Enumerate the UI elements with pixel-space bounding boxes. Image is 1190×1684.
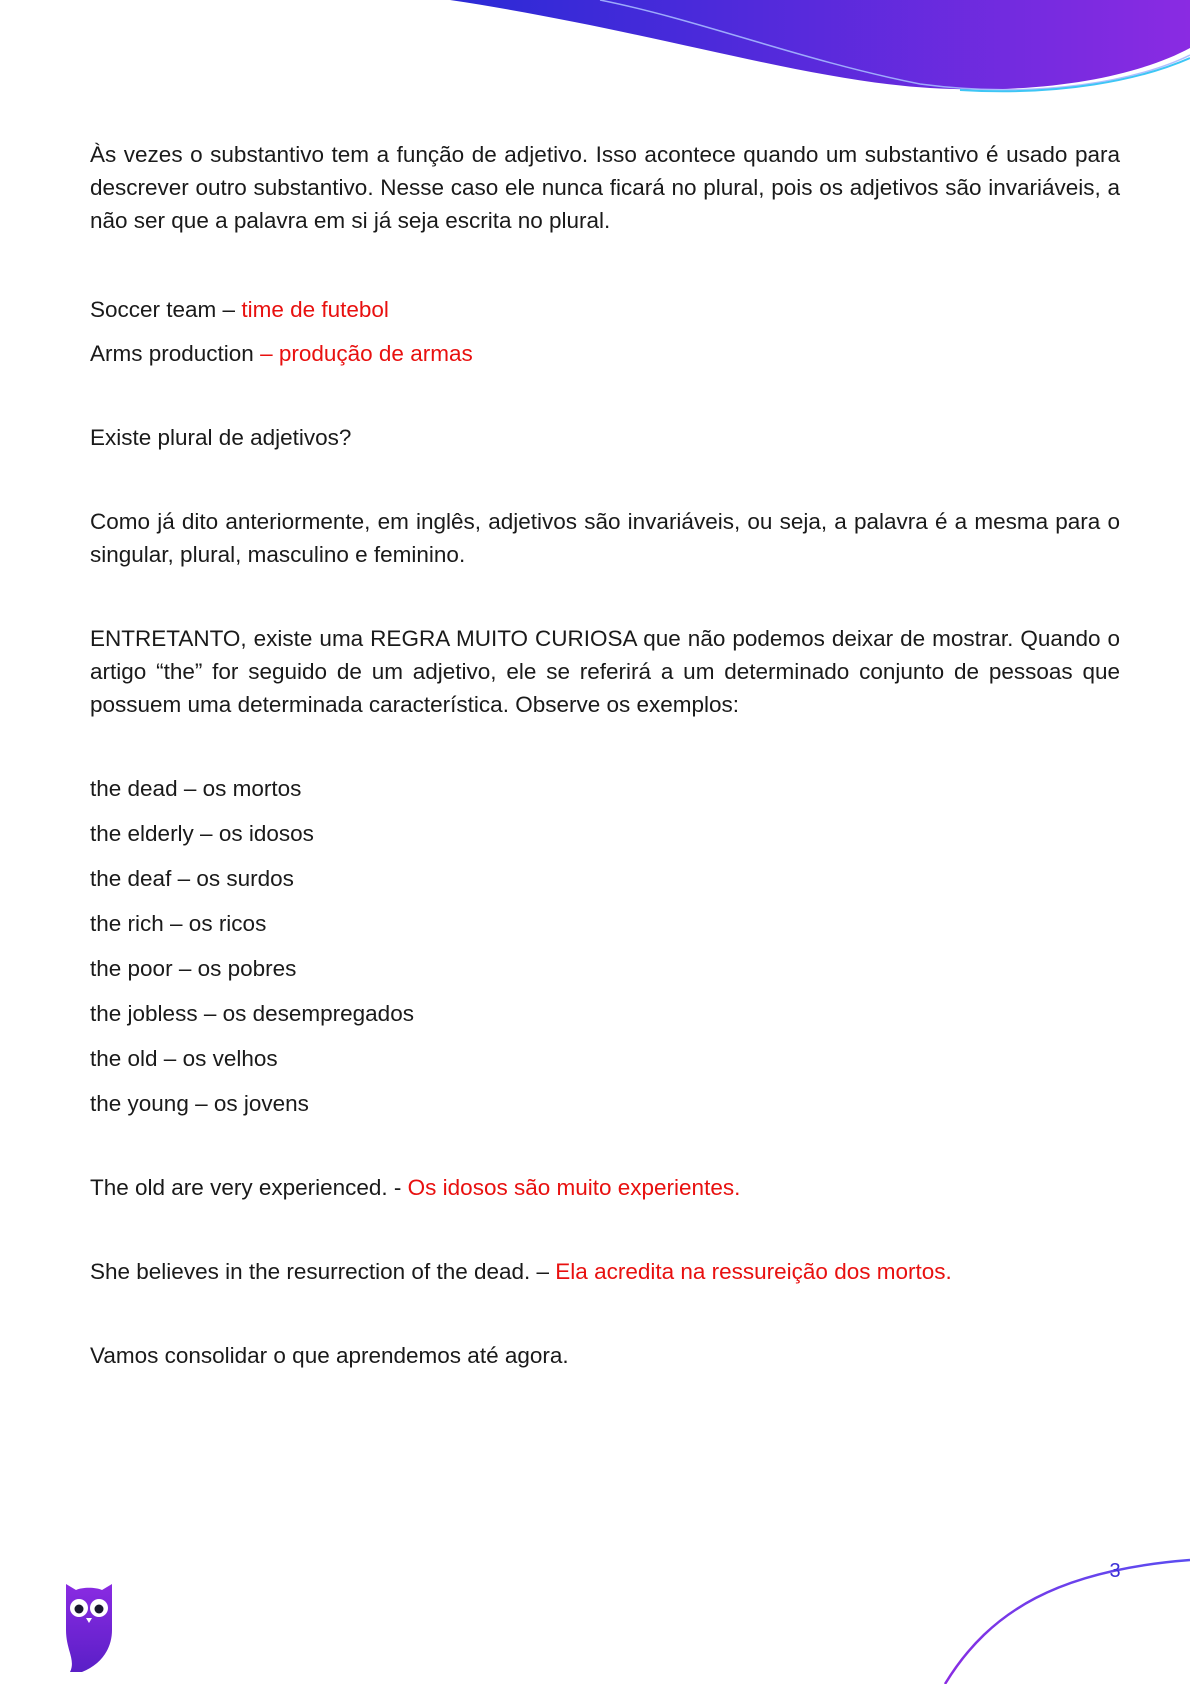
- answer-paragraph: Como já dito anteriormente, em inglês, adjetivos são invariáveis, ou seja, a palavra é a mesma para o singular, plural, masculino e feminino.: [90, 509, 1120, 567]
- list-item: the jobless – os desempregados: [90, 1001, 414, 1026]
- list-item: the dead – os mortos: [90, 776, 302, 801]
- closing-line: Vamos consolidar o que aprendemos até agora.: [90, 1343, 569, 1368]
- document-body: [90, 138, 1120, 1372]
- the-adjective-example-list: [90, 772, 1120, 1120]
- noun-example-line: [90, 337, 1120, 370]
- list-item: the old – os velhos: [90, 1046, 278, 1071]
- question-line: Existe plural de adjetivos?: [90, 425, 352, 450]
- list-item: the young – os jovens: [90, 1091, 309, 1116]
- page-number: 3: [1109, 1560, 1121, 1582]
- intro-paragraph: Às vezes o substantivo tem a função de adjetivo. Isso acontece quando um substantivo é usado para descrever outro substantivo. Nesse caso ele nunca ficará no plural, pois os adjetivos são invariáveis, a não ser que a palavra em si já seja escrita no plural.: [90, 142, 1120, 233]
- noun-example-translation: – produção de armas: [260, 341, 473, 366]
- sentence-translation: Os idosos são muito experientes.: [407, 1175, 741, 1200]
- sentence-english: She believes in the resurrection of the dead. –: [90, 1259, 556, 1284]
- sentence-example: [90, 1255, 1120, 1288]
- owl-logo-icon: [62, 1578, 116, 1674]
- sentence-translation: Ela acredita na ressureição dos mortos.: [555, 1259, 952, 1284]
- list-item: the deaf – os surdos: [90, 866, 294, 891]
- noun-example-line: [90, 293, 1120, 337]
- list-item: the rich – os ricos: [90, 911, 267, 936]
- list-item: the poor – os pobres: [90, 956, 297, 981]
- header-wave-decoration: [0, 0, 1190, 100]
- noun-example-translation: time de futebol: [241, 297, 389, 322]
- list-item: the elderly – os idosos: [90, 821, 314, 846]
- noun-example-english: Arms production: [90, 341, 261, 366]
- footer-curve-decoration: [0, 1540, 1190, 1684]
- rule-paragraph: ENTRETANTO, existe uma REGRA MUITO CURIOSA que não podemos deixar de mostrar. Quando o artigo “the” for seguido de um adjetivo, ele se referirá a um determinado conjunto de pessoas que possuem uma determinada característica. Observe os exemplos:: [90, 626, 1120, 717]
- sentence-english: The old are very experienced. -: [90, 1175, 408, 1200]
- sentence-example: [90, 1171, 1120, 1204]
- noun-example-english: Soccer team –: [90, 297, 242, 322]
